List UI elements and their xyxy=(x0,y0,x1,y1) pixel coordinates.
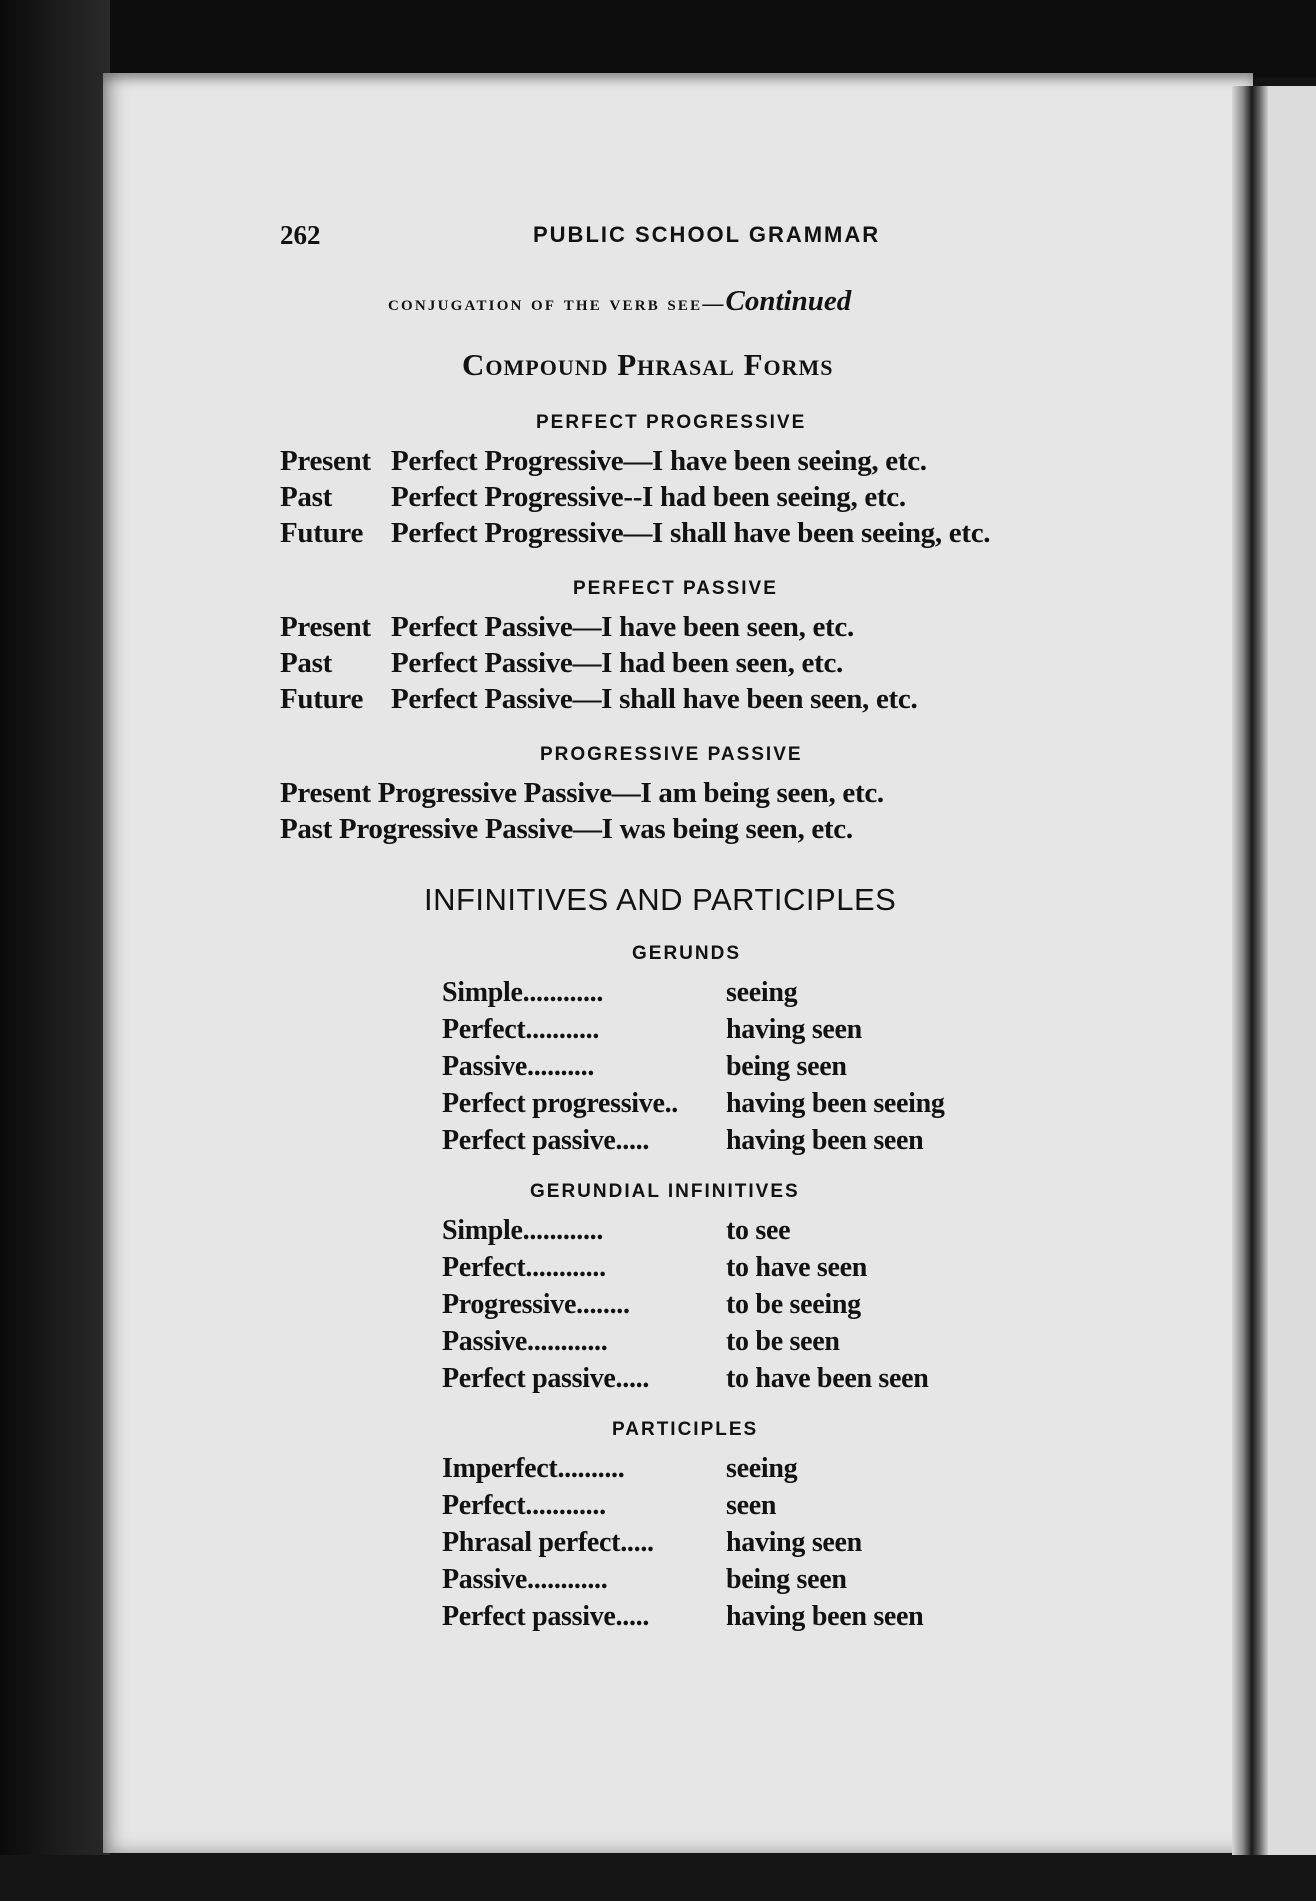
conjugation-line xyxy=(280,445,927,478)
term-label: Perfect xyxy=(442,1490,526,1521)
book-gutter xyxy=(1232,86,1268,1856)
leader-dots: ..... xyxy=(615,1125,650,1156)
term-label: Passive xyxy=(442,1326,528,1357)
list-item xyxy=(442,1289,861,1321)
list-item xyxy=(442,1125,923,1157)
term-label: Perfect xyxy=(442,1014,526,1045)
term-value: having seen xyxy=(726,1527,862,1558)
infinitives-participles-title: INFINITIVES AND PARTICIPLES xyxy=(424,882,897,917)
tense-label: Past xyxy=(280,481,332,513)
list-item xyxy=(442,1527,862,1559)
conjugation-line xyxy=(280,683,917,716)
term-label: Passive xyxy=(442,1564,528,1595)
subheading-progressive-passive: PROGRESSIVE PASSIVE xyxy=(540,744,803,765)
term-value: having been seen xyxy=(726,1601,924,1632)
conjugation-heading-main: conjugation of the verb see xyxy=(388,291,703,315)
conjugation-text: Perfect Passive—I had been seen, etc. xyxy=(391,647,843,679)
subheading-participles: PARTICIPLES xyxy=(612,1419,759,1440)
term-label: Perfect passive xyxy=(442,1363,616,1394)
conjugation-text: Present Progressive Passive—I am being seen, etc. xyxy=(280,777,884,809)
conjugation-heading-dash: — xyxy=(702,291,726,315)
conjugation-text: Perfect Progressive—I have been seeing, etc. xyxy=(391,445,927,477)
term-label: Perfect passive xyxy=(442,1125,616,1156)
leader-dots: ........... xyxy=(525,1014,600,1045)
term-value: seeing xyxy=(726,977,798,1008)
tense-label: Present xyxy=(280,445,371,477)
leader-dots: ............ xyxy=(525,1490,606,1521)
term-label: Phrasal perfect xyxy=(442,1527,621,1558)
subheading-gerunds: GERUNDS xyxy=(632,943,742,964)
leader-dots: ............ xyxy=(525,1252,606,1283)
conjugation-text: Perfect Progressive--I had been seeing, etc. xyxy=(391,481,906,513)
list-item xyxy=(442,1601,923,1633)
conjugation-line xyxy=(280,813,853,846)
list-item xyxy=(442,977,797,1009)
term-label: Perfect xyxy=(442,1252,526,1283)
page-number: 262 xyxy=(280,220,321,250)
leader-dots: ............ xyxy=(522,977,604,1008)
conjugation-text: Perfect Passive—I shall have been seen, etc. xyxy=(391,683,918,715)
leader-dots: .. xyxy=(664,1088,679,1119)
list-item xyxy=(442,1490,776,1522)
term-label: Passive xyxy=(442,1051,528,1082)
tense-label: Future xyxy=(280,683,364,715)
term-label: Simple xyxy=(442,977,523,1008)
leader-dots: ............ xyxy=(522,1215,604,1246)
term-label: Perfect progressive xyxy=(442,1088,665,1119)
section-heading-compound-phrasal-forms: Compound Phrasal Forms xyxy=(462,347,834,382)
leader-dots: ..... xyxy=(615,1601,650,1632)
term-label: Imperfect xyxy=(442,1453,558,1484)
term-value: to be seeing xyxy=(726,1289,861,1320)
conjugation-text: Perfect Progressive—I shall have been seeing, etc. xyxy=(391,517,991,549)
subheading-perfect-passive: PERFECT PASSIVE xyxy=(573,578,778,599)
term-value: to see xyxy=(726,1215,791,1246)
list-item xyxy=(442,1453,797,1485)
term-value: seen xyxy=(726,1490,777,1521)
subheading-perfect-progressive: PERFECT PROGRESSIVE xyxy=(536,412,807,433)
leader-dots: .......... xyxy=(527,1051,595,1082)
list-item xyxy=(442,1363,929,1395)
conjugation-line xyxy=(280,647,843,680)
tense-label: Present xyxy=(280,611,371,643)
conjugation-text: Perfect Passive—I have been seen, etc. xyxy=(391,611,854,643)
conjugation-line xyxy=(280,611,854,644)
leader-dots: ..... xyxy=(620,1527,654,1558)
term-value: having seen xyxy=(726,1014,862,1045)
list-item xyxy=(442,1014,862,1046)
term-value: having been seeing xyxy=(726,1088,945,1119)
list-item xyxy=(442,1564,847,1596)
scan-top-border xyxy=(0,0,1316,78)
running-head: PUBLIC SCHOOL GRAMMAR xyxy=(533,222,881,247)
term-value: to be seen xyxy=(726,1326,840,1357)
term-value: seeing xyxy=(726,1453,798,1484)
term-value: being seen xyxy=(726,1564,847,1595)
term-value: to have seen xyxy=(726,1252,868,1283)
leader-dots: ............ xyxy=(527,1564,608,1595)
conjugation-heading xyxy=(388,285,851,318)
conjugation-line xyxy=(280,517,990,550)
scan-left-border xyxy=(0,0,110,1901)
term-value: being seen xyxy=(726,1051,847,1082)
tense-label: Future xyxy=(280,517,364,549)
tense-label: Past xyxy=(280,647,332,679)
list-item xyxy=(442,1088,945,1120)
term-value: having been seen xyxy=(726,1125,924,1156)
leader-dots: .......... xyxy=(557,1453,625,1484)
facing-page-edge xyxy=(1268,86,1316,1856)
term-value: to have been seen xyxy=(726,1363,929,1394)
subheading-gerundial-infinitives: GERUNDIAL INFINITIVES xyxy=(530,1181,800,1202)
leader-dots: ............ xyxy=(527,1326,608,1357)
term-label: Progressive xyxy=(442,1289,577,1320)
conjugation-text: Past Progressive Passive—I was being seen, etc. xyxy=(280,813,853,845)
scan-bottom-border xyxy=(0,1855,1316,1901)
conjugation-line xyxy=(280,481,906,514)
list-item xyxy=(442,1215,790,1247)
leader-dots: ..... xyxy=(615,1363,650,1394)
term-label: Simple xyxy=(442,1215,523,1246)
list-item xyxy=(442,1326,840,1358)
list-item xyxy=(442,1252,867,1284)
list-item xyxy=(442,1051,847,1083)
conjugation-line xyxy=(280,777,884,810)
leader-dots: ........ xyxy=(576,1289,630,1320)
conjugation-heading-continued: Continued xyxy=(725,285,852,317)
term-label: Perfect passive xyxy=(442,1601,616,1632)
